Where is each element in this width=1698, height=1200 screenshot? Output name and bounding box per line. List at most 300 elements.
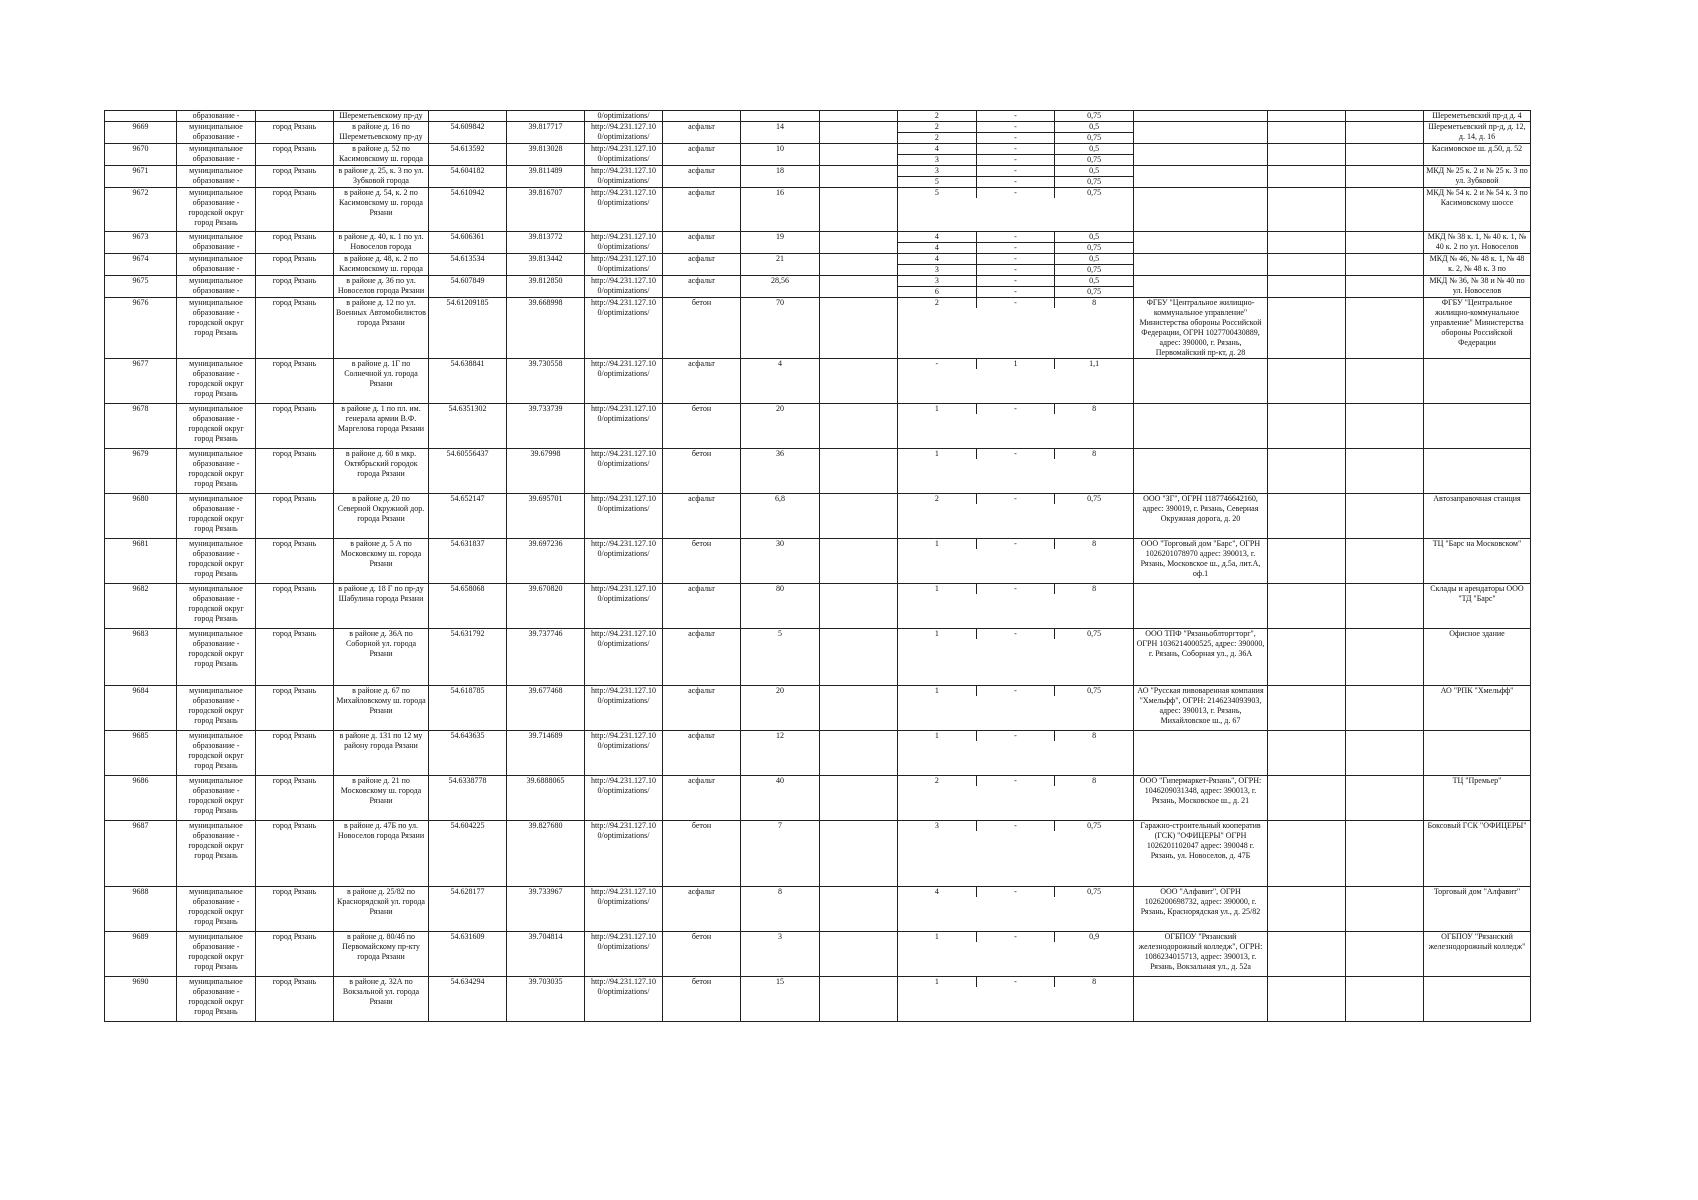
cell-empty — [820, 821, 898, 887]
containers-value: 8 — [1092, 776, 1097, 785]
containers-subgrid — [898, 111, 1133, 121]
cell-number: 9679 — [105, 449, 177, 494]
cell-longitude: 39.733739 — [507, 404, 585, 449]
cell-number: 9690 — [105, 977, 177, 1022]
cell-longitude: 39.703035 — [507, 977, 585, 1022]
cell-empty — [1346, 887, 1424, 932]
cell-served-objects: ТЦ "Премьер" — [1424, 776, 1531, 821]
cell-organization — [1134, 188, 1268, 232]
containers-value: 8 — [1092, 977, 1097, 986]
cell-area: 15 — [741, 977, 820, 1022]
cell-longitude: 39.677468 — [507, 686, 585, 731]
cell-longitude: 39.714689 — [507, 731, 585, 776]
cell-organization — [1134, 584, 1268, 629]
cell-city: город Рязань — [256, 539, 334, 584]
cell-empty — [1346, 977, 1424, 1022]
containers-subrow — [898, 977, 1133, 987]
containers-value: 3 — [898, 276, 977, 286]
containers-subrow — [898, 359, 1133, 369]
cell-empty — [1268, 232, 1346, 254]
cell-organization — [1134, 449, 1268, 494]
cell-address: в районе д. 1Г по Солнечной ул. города Рязани — [334, 359, 429, 404]
cell-url: http://94.231.127.10 0/optimizations/ — [585, 232, 663, 254]
cell-latitude: 54.6351302 — [429, 404, 507, 449]
cell-served-objects: Боксовый ГСК "ОФИЦЕРЫ" — [1424, 821, 1531, 887]
cell-longitude: 39.67998 — [507, 449, 585, 494]
cell-city: город Рязань — [256, 232, 334, 254]
cell-municipality: муниципальное образование - городской округ город Рязань — [177, 494, 256, 539]
cell-containers — [898, 584, 1134, 629]
cell-empty — [1346, 932, 1424, 977]
cell-city: город Рязань — [256, 449, 334, 494]
containers-value: 1 — [898, 404, 977, 414]
cell-latitude: 54.631609 — [429, 932, 507, 977]
containers-value: 0,5 — [1089, 122, 1100, 131]
cell-containers — [898, 254, 1134, 276]
cell-municipality: муниципальное образование - городской округ город Рязань — [177, 404, 256, 449]
containers-value: 0,75 — [1087, 494, 1102, 503]
cell-number: 9675 — [105, 276, 177, 298]
cell-municipality: муниципальное образование - городской округ город Рязань — [177, 686, 256, 731]
cell-served-objects — [1424, 359, 1531, 404]
cell-latitude: 54.61209185 — [429, 298, 507, 359]
containers-value: 0,5 — [1089, 276, 1100, 285]
containers-subgrid — [898, 298, 1133, 308]
table-row — [105, 254, 1531, 276]
cell-city: город Рязань — [256, 731, 334, 776]
containers-value: - — [977, 265, 1056, 275]
cell-served-objects: ФГБУ "Центральное жилищно-коммунальное управление" Министерства обороны Российской Федерации — [1424, 298, 1531, 359]
cell-number — [105, 111, 177, 122]
containers-value: 0,75 — [1087, 177, 1102, 186]
cell-url: http://94.231.127.10 0/optimizations/ — [585, 404, 663, 449]
cell-city: город Рязань — [256, 298, 334, 359]
cell-empty — [1268, 584, 1346, 629]
cell-latitude: 54.607849 — [429, 276, 507, 298]
cell-area: 20 — [741, 686, 820, 731]
containers-value: 2 — [898, 776, 977, 786]
cell-area: 40 — [741, 776, 820, 821]
table-row — [105, 776, 1531, 821]
cell-surface: бетон — [663, 449, 741, 494]
cell-latitude: 54.618785 — [429, 686, 507, 731]
cell-empty — [1346, 276, 1424, 298]
containers-subrow — [898, 449, 1133, 459]
cell-city: город Рязань — [256, 932, 334, 977]
cell-surface: асфальт — [663, 629, 741, 686]
cell-served-objects: АО "РПК "Хмельфф" — [1424, 686, 1531, 731]
cell-surface: асфальт — [663, 188, 741, 232]
cell-containers — [898, 359, 1134, 404]
cell-empty — [1346, 731, 1424, 776]
registry-table-body — [105, 111, 1531, 1022]
cell-empty — [1268, 932, 1346, 977]
containers-value: - — [977, 177, 1056, 187]
cell-empty — [820, 111, 898, 122]
cell-longitude: 39.817717 — [507, 122, 585, 144]
cell-surface: асфальт — [663, 584, 741, 629]
containers-value: - — [977, 821, 1056, 831]
cell-surface: асфальт — [663, 776, 741, 821]
containers-value: 8 — [1092, 298, 1097, 307]
cell-address: в районе д. 32А по Вокзальной ул. города Рязани — [334, 977, 429, 1022]
cell-url: http://94.231.127.10 0/optimizations/ — [585, 166, 663, 188]
containers-subrow — [898, 166, 1133, 177]
cell-area: 70 — [741, 298, 820, 359]
cell-area: 5 — [741, 629, 820, 686]
containers-value: - — [977, 776, 1056, 786]
cell-city: город Рязань — [256, 276, 334, 298]
cell-area — [741, 111, 820, 122]
cell-number: 9681 — [105, 539, 177, 584]
cell-latitude: 54.631837 — [429, 539, 507, 584]
cell-empty — [1346, 188, 1424, 232]
cell-surface: бетон — [663, 298, 741, 359]
cell-municipality: муниципальное образование - городской округ город Рязань — [177, 359, 256, 404]
cell-empty — [1268, 539, 1346, 584]
containers-value: 1 — [898, 629, 977, 639]
containers-subgrid — [898, 629, 1133, 639]
containers-subrow — [898, 265, 1133, 275]
containers-value: - — [977, 449, 1056, 459]
containers-subrow — [898, 686, 1133, 696]
cell-empty — [820, 276, 898, 298]
cell-containers — [898, 494, 1134, 539]
containers-value: 2 — [898, 133, 977, 143]
cell-organization: ООО "Торговый дом "Барс", ОГРН 1026201078970 адрес: 390013, г. Рязань, Московское ш., д.5а, лит.А, оф.1 — [1134, 539, 1268, 584]
cell-url: http://94.231.127.10 0/optimizations/ — [585, 298, 663, 359]
containers-value: - — [977, 494, 1056, 504]
cell-organization: Гаражно-строительный кооператив (ГСК) "ОФИЦЕРЫ" ОГРН 1026201102047 адрес: 390048 г. Рязань, ул. Новоселов, д. 47Б — [1134, 821, 1268, 887]
cell-empty — [1346, 776, 1424, 821]
containers-subrow — [898, 122, 1133, 133]
cell-empty — [820, 776, 898, 821]
cell-organization: АО "Русская пивоваренная компания "Хмельфф", ОГРН: 2146234093903, адрес: 390013, г. Рязань, Михайловское ш., д. 67 — [1134, 686, 1268, 731]
cell-containers — [898, 539, 1134, 584]
cell-served-objects: МКД № 36, № 38 и № 40 по ул. Новоселов — [1424, 276, 1531, 298]
cell-organization — [1134, 254, 1268, 276]
cell-containers — [898, 776, 1134, 821]
cell-empty — [1268, 821, 1346, 887]
cell-surface: бетон — [663, 821, 741, 887]
cell-url: http://94.231.127.10 0/optimizations/ — [585, 276, 663, 298]
containers-subgrid — [898, 887, 1133, 897]
containers-value: - — [898, 359, 977, 369]
cell-containers — [898, 821, 1134, 887]
cell-empty — [820, 359, 898, 404]
containers-value: - — [977, 188, 1056, 198]
cell-organization — [1134, 144, 1268, 166]
containers-value: 0,5 — [1089, 144, 1100, 153]
containers-subgrid — [898, 122, 1133, 143]
containers-value: - — [977, 232, 1056, 242]
cell-surface: асфальт — [663, 276, 741, 298]
cell-empty — [1346, 494, 1424, 539]
cell-area: 19 — [741, 232, 820, 254]
table-row — [105, 111, 1531, 122]
cell-served-objects: Офисное здание — [1424, 629, 1531, 686]
cell-area: 16 — [741, 188, 820, 232]
cell-city: город Рязань — [256, 584, 334, 629]
cell-municipality: муниципальное образование - — [177, 254, 256, 276]
cell-empty — [820, 254, 898, 276]
cell-municipality: муниципальное образование - городской округ город Рязань — [177, 887, 256, 932]
cell-area: 3 — [741, 932, 820, 977]
cell-empty — [1346, 122, 1424, 144]
cell-surface: асфальт — [663, 731, 741, 776]
containers-value: 8 — [1092, 449, 1097, 458]
containers-value: - — [977, 276, 1056, 286]
containers-subgrid — [898, 686, 1133, 696]
cell-url: http://94.231.127.10 0/optimizations/ — [585, 144, 663, 166]
cell-served-objects: Торговый дом "Алфавит" — [1424, 887, 1531, 932]
containers-subgrid — [898, 359, 1133, 369]
containers-subrow — [898, 629, 1133, 639]
cell-empty — [1268, 144, 1346, 166]
cell-city: город Рязань — [256, 359, 334, 404]
cell-empty — [1268, 111, 1346, 122]
cell-empty — [1268, 276, 1346, 298]
cell-empty — [1346, 254, 1424, 276]
cell-latitude — [429, 111, 507, 122]
cell-municipality: муниципальное образование - городской округ город Рязань — [177, 932, 256, 977]
registry-table — [104, 110, 1531, 1022]
cell-city: город Рязань — [256, 188, 334, 232]
containers-value: 3 — [898, 155, 977, 165]
table-row — [105, 144, 1531, 166]
cell-served-objects: Шереметьевский пр-д д. 4 — [1424, 111, 1531, 122]
cell-url: http://94.231.127.10 0/optimizations/ — [585, 584, 663, 629]
cell-city: город Рязань — [256, 629, 334, 686]
containers-value: 1 — [898, 932, 977, 942]
cell-empty — [1346, 449, 1424, 494]
cell-url: http://94.231.127.10 0/optimizations/ — [585, 932, 663, 977]
cell-empty — [1268, 166, 1346, 188]
containers-value: 0,75 — [1087, 133, 1102, 142]
cell-area: 36 — [741, 449, 820, 494]
cell-area: 80 — [741, 584, 820, 629]
cell-latitude: 54.604182 — [429, 166, 507, 188]
cell-municipality: муниципальное образование - — [177, 166, 256, 188]
table-row — [105, 731, 1531, 776]
containers-value: 0,75 — [1087, 629, 1102, 638]
containers-value: 1,1 — [1089, 359, 1100, 368]
containers-value: 4 — [898, 232, 977, 242]
cell-containers — [898, 122, 1134, 144]
cell-url: http://94.231.127.10 0/optimizations/ — [585, 977, 663, 1022]
cell-empty — [1346, 166, 1424, 188]
cell-empty — [820, 932, 898, 977]
table-row — [105, 188, 1531, 232]
containers-subgrid — [898, 232, 1133, 253]
cell-longitude: 39.697236 — [507, 539, 585, 584]
cell-latitude: 54.628177 — [429, 887, 507, 932]
cell-containers — [898, 449, 1134, 494]
cell-municipality: муниципальное образование - городской округ город Рязань — [177, 449, 256, 494]
cell-empty — [1268, 404, 1346, 449]
cell-empty — [1346, 111, 1424, 122]
cell-area: 18 — [741, 166, 820, 188]
cell-municipality: муниципальное образование - городской округ город Рязань — [177, 977, 256, 1022]
containers-value: 1 — [898, 686, 977, 696]
cell-latitude: 54.613592 — [429, 144, 507, 166]
containers-subrow — [898, 276, 1133, 287]
cell-empty — [1346, 629, 1424, 686]
cell-surface: асфальт — [663, 166, 741, 188]
cell-url: http://94.231.127.10 0/optimizations/ — [585, 539, 663, 584]
cell-empty — [1268, 359, 1346, 404]
cell-city: город Рязань — [256, 686, 334, 731]
cell-served-objects — [1424, 404, 1531, 449]
cell-organization — [1134, 977, 1268, 1022]
cell-longitude: 39.737746 — [507, 629, 585, 686]
cell-number: 9678 — [105, 404, 177, 449]
containers-subgrid — [898, 276, 1133, 297]
cell-served-objects: МКД № 46, № 48 к. 1, № 48 к. 2, № 48 к. 3 по — [1424, 254, 1531, 276]
cell-area: 8 — [741, 887, 820, 932]
cell-number: 9685 — [105, 731, 177, 776]
cell-organization — [1134, 111, 1268, 122]
cell-served-objects — [1424, 449, 1531, 494]
cell-municipality: муниципальное образование - — [177, 276, 256, 298]
containers-subgrid — [898, 932, 1133, 942]
cell-containers — [898, 111, 1134, 122]
cell-latitude: 54.609842 — [429, 122, 507, 144]
containers-value: 1 — [898, 539, 977, 549]
containers-subrow — [898, 932, 1133, 942]
containers-value: 0,75 — [1087, 111, 1102, 120]
cell-longitude: 39.813442 — [507, 254, 585, 276]
containers-value: 0,75 — [1087, 265, 1102, 274]
cell-municipality: муниципальное образование - городской округ город Рязань — [177, 821, 256, 887]
cell-address: в районе д. 47Б по ул. Новоселов города Рязани — [334, 821, 429, 887]
cell-longitude: 39.813772 — [507, 232, 585, 254]
cell-empty — [1346, 539, 1424, 584]
containers-value: - — [977, 977, 1056, 987]
cell-number: 9687 — [105, 821, 177, 887]
table-row — [105, 449, 1531, 494]
cell-number: 9683 — [105, 629, 177, 686]
cell-empty — [820, 232, 898, 254]
cell-organization: ФГБУ "Центральное жилищно-коммунальное управление" Министерства обороны Российской Федерации, ОГРН 1027700430889, адрес: 390000, г. Рязань, Первомайский пр-кт, д. 28 — [1134, 298, 1268, 359]
cell-containers — [898, 977, 1134, 1022]
containers-value: 3 — [898, 821, 977, 831]
cell-area: 4 — [741, 359, 820, 404]
cell-empty — [1268, 629, 1346, 686]
cell-latitude: 54.606361 — [429, 232, 507, 254]
cell-organization — [1134, 122, 1268, 144]
cell-containers — [898, 144, 1134, 166]
containers-value: 3 — [898, 265, 977, 275]
containers-subgrid — [898, 584, 1133, 594]
containers-value: 8 — [1092, 539, 1097, 548]
cell-empty — [1268, 776, 1346, 821]
containers-value: 2 — [898, 494, 977, 504]
cell-organization — [1134, 166, 1268, 188]
containers-value: 4 — [898, 144, 977, 154]
cell-served-objects — [1424, 977, 1531, 1022]
cell-empty — [820, 887, 898, 932]
cell-number: 9684 — [105, 686, 177, 731]
cell-served-objects: МКД № 38 к. 1, № 40 к. 1, № 40 к. 2 по ул. Новоселов — [1424, 232, 1531, 254]
containers-value: 0,5 — [1089, 254, 1100, 263]
cell-area: 30 — [741, 539, 820, 584]
cell-municipality: муниципальное образование - городской округ город Рязань — [177, 629, 256, 686]
containers-subrow — [898, 298, 1133, 308]
containers-value: 0,75 — [1087, 188, 1102, 197]
containers-value: 8 — [1092, 584, 1097, 593]
cell-empty — [1346, 404, 1424, 449]
containers-value: 0,75 — [1087, 287, 1102, 296]
table-row — [105, 276, 1531, 298]
cell-longitude: 39.6888065 — [507, 776, 585, 821]
cell-municipality: муниципальное образование - — [177, 122, 256, 144]
containers-subrow — [898, 155, 1133, 165]
cell-organization — [1134, 731, 1268, 776]
containers-value: 0,75 — [1087, 887, 1102, 896]
cell-address: в районе д. 48, к. 2 по Касимовскому ш. города — [334, 254, 429, 276]
containers-subgrid — [898, 539, 1133, 549]
containers-subgrid — [898, 144, 1133, 165]
cell-organization — [1134, 404, 1268, 449]
containers-value: - — [977, 144, 1056, 154]
containers-subgrid — [898, 254, 1133, 275]
cell-longitude: 39.811489 — [507, 166, 585, 188]
cell-city: город Рязань — [256, 144, 334, 166]
cell-longitude: 39.668998 — [507, 298, 585, 359]
cell-surface: асфальт — [663, 359, 741, 404]
cell-url: http://94.231.127.10 0/optimizations/ — [585, 821, 663, 887]
cell-empty — [820, 731, 898, 776]
containers-value: 0,75 — [1087, 821, 1102, 830]
cell-longitude: 39.812850 — [507, 276, 585, 298]
containers-subgrid — [898, 188, 1133, 198]
containers-subgrid — [898, 821, 1133, 831]
cell-organization — [1134, 359, 1268, 404]
cell-surface: асфальт — [663, 122, 741, 144]
containers-value: 3 — [898, 166, 977, 176]
cell-municipality: муниципальное образование - городской округ город Рязань — [177, 188, 256, 232]
cell-number: 9680 — [105, 494, 177, 539]
containers-subrow — [898, 887, 1133, 897]
table-row — [105, 821, 1531, 887]
cell-number: 9682 — [105, 584, 177, 629]
containers-value: 2 — [898, 122, 977, 132]
containers-value: 1 — [898, 584, 977, 594]
containers-value: 4 — [898, 254, 977, 264]
containers-subrow — [898, 731, 1133, 741]
containers-value: 2 — [898, 111, 977, 121]
cell-containers — [898, 276, 1134, 298]
table-row — [105, 359, 1531, 404]
cell-containers — [898, 188, 1134, 232]
table-row — [105, 686, 1531, 731]
cell-empty — [820, 449, 898, 494]
cell-address: в районе д. 18 Г по пр-ду Шабулина города Рязани — [334, 584, 429, 629]
cell-city: город Рязань — [256, 254, 334, 276]
cell-containers — [898, 731, 1134, 776]
cell-address: в районе д. 25/82 по Краснорядской ул. города Рязани — [334, 887, 429, 932]
cell-address: в районе д. 16 по Шереметьевскому пр-ду — [334, 122, 429, 144]
containers-subgrid — [898, 731, 1133, 741]
cell-latitude: 54.652147 — [429, 494, 507, 539]
cell-surface: асфальт — [663, 494, 741, 539]
cell-city — [256, 111, 334, 122]
cell-area: 14 — [741, 122, 820, 144]
containers-value: - — [977, 932, 1056, 942]
containers-value: - — [977, 584, 1056, 594]
containers-value: - — [977, 254, 1056, 264]
